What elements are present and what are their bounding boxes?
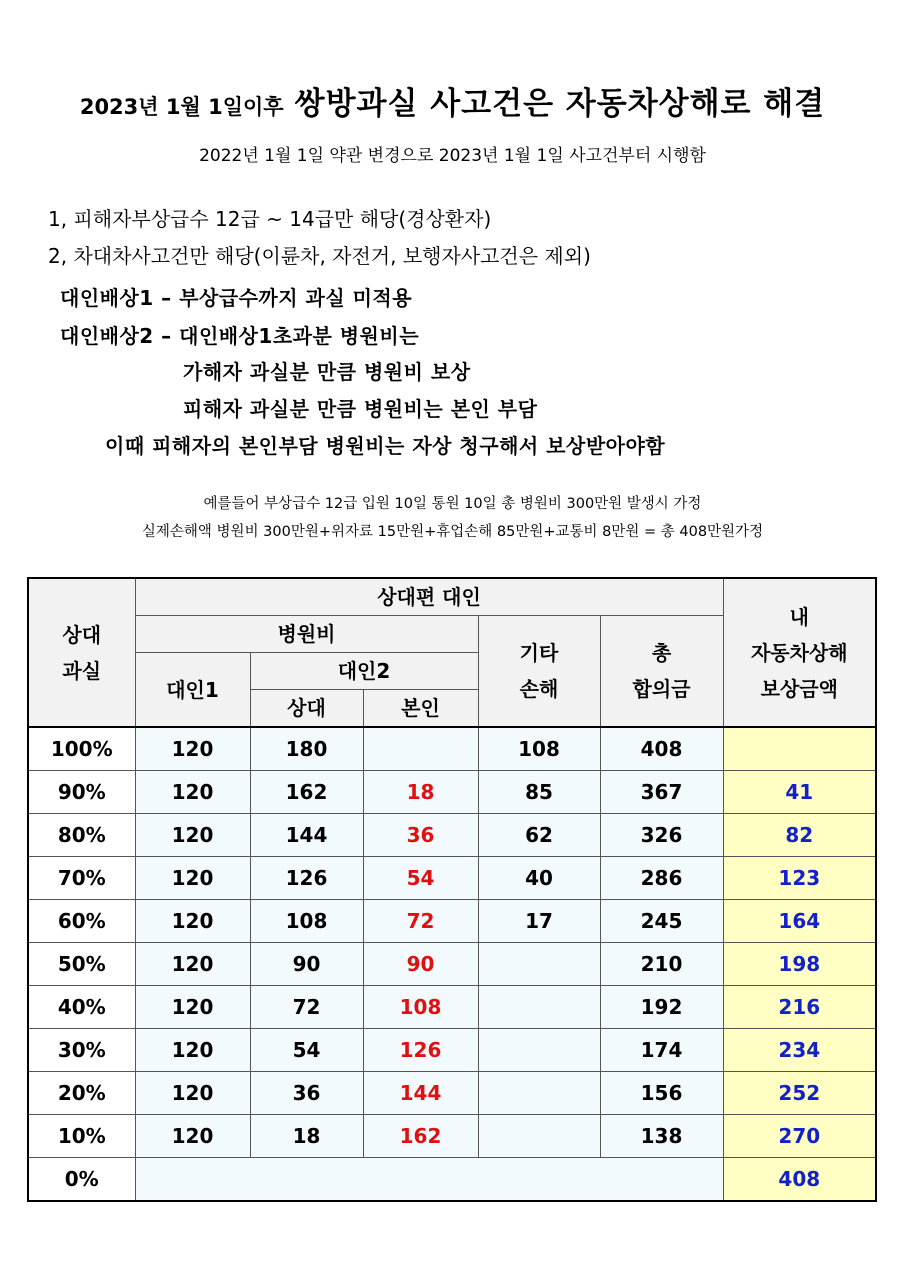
- header-opponent-fault-line2: 과실: [62, 658, 102, 683]
- total-cell: 174: [600, 1029, 723, 1072]
- self-burden-cell: 108: [363, 986, 478, 1029]
- header-self: 본인: [363, 690, 478, 728]
- self-burden-cell: 54: [363, 857, 478, 900]
- header-opponent-bodily: 상대편 대인: [135, 578, 723, 616]
- opponent-cell: 72: [250, 986, 363, 1029]
- other-loss-cell: 85: [478, 771, 600, 814]
- other-loss-cell: [478, 1115, 600, 1158]
- example-line-2: 실제손해액 병원비 300만원+위자료 15만원+휴업손해 85만원+교통비 8만원 = 총 408만원가정: [141, 524, 764, 540]
- self-burden-cell: 72: [363, 900, 478, 943]
- fault-rate-cell: 100%: [28, 727, 135, 771]
- compensation-table: [27, 577, 877, 1202]
- daein1-cell: 120: [135, 727, 250, 771]
- header-opponent-fault-line1: 상대: [62, 622, 102, 647]
- table-row: [28, 727, 876, 771]
- rule-note: 이때 피해자의 본인부담 병원비는 자상 청구해서 보상받아야함: [105, 434, 666, 458]
- my-compensation-cell: [723, 727, 876, 771]
- header-hospital: 병원비: [135, 616, 478, 653]
- header-my-compensation-line2: 자동차상해: [750, 640, 848, 665]
- table-header: [28, 578, 876, 727]
- opponent-cell: 144: [250, 814, 363, 857]
- table-row: [28, 986, 876, 1029]
- self-burden-cell: 90: [363, 943, 478, 986]
- daein1-cell: 120: [135, 814, 250, 857]
- opponent-cell: 36: [250, 1072, 363, 1115]
- total-cell: 245: [600, 900, 723, 943]
- header-daein2: 대인2: [250, 653, 478, 690]
- fault-rate-cell: 50%: [28, 943, 135, 986]
- my-compensation-cell: 270: [723, 1115, 876, 1158]
- table-row: [28, 771, 876, 814]
- opponent-cell: 54: [250, 1029, 363, 1072]
- total-cell: 408: [600, 727, 723, 771]
- other-loss-cell: [478, 943, 600, 986]
- empty-merged-cell: [135, 1158, 723, 1202]
- daein1-cell: 120: [135, 1029, 250, 1072]
- daein1-cell: 120: [135, 1115, 250, 1158]
- fault-rate-cell: 40%: [28, 986, 135, 1029]
- total-cell: 156: [600, 1072, 723, 1115]
- table-row-last: [28, 1158, 876, 1202]
- total-cell: 210: [600, 943, 723, 986]
- opponent-cell: 108: [250, 900, 363, 943]
- header-other-loss-line2: 손해: [519, 677, 559, 701]
- other-loss-cell: 17: [478, 900, 600, 943]
- condition-2: 2, 차대차사고건만 해당(이륜차, 자전거, 보행자사고건은 제외): [48, 244, 591, 268]
- header-total-line1: 총: [651, 641, 672, 665]
- my-compensation-cell: 252: [723, 1072, 876, 1115]
- total-cell: 138: [600, 1115, 723, 1158]
- header-total-settlement: [600, 616, 723, 728]
- table-row: [28, 900, 876, 943]
- self-burden-cell: 144: [363, 1072, 478, 1115]
- self-burden-cell: 18: [363, 771, 478, 814]
- my-compensation-cell: 216: [723, 986, 876, 1029]
- table-row: [28, 943, 876, 986]
- daein1-cell: 120: [135, 900, 250, 943]
- table-row: [28, 857, 876, 900]
- daein1-cell: 120: [135, 986, 250, 1029]
- total-cell: 367: [600, 771, 723, 814]
- opponent-cell: 18: [250, 1115, 363, 1158]
- condition-1: 1, 피해자부상급수 12급 ~ 14급만 해당(경상환자): [48, 207, 492, 231]
- header-total-line2: 합의금: [632, 677, 691, 701]
- self-burden-cell: 162: [363, 1115, 478, 1158]
- rule-daein2: 대인배상2 – 대인배상1초과분 병원비는: [60, 324, 420, 348]
- table-row: [28, 1072, 876, 1115]
- my-compensation-cell: 198: [723, 943, 876, 986]
- other-loss-cell: [478, 1072, 600, 1115]
- total-cell: 192: [600, 986, 723, 1029]
- daein1-cell: 120: [135, 857, 250, 900]
- other-loss-cell: 108: [478, 727, 600, 771]
- table-row: [28, 1115, 876, 1158]
- my-compensation-cell: 164: [723, 900, 876, 943]
- self-burden-cell: 126: [363, 1029, 478, 1072]
- subtitle: 2022년 1월 1일 약관 변경으로 2023년 1월 1일 사고건부터 시행함: [199, 146, 706, 166]
- header-my-compensation-line3: 보상금액: [760, 676, 838, 701]
- opponent-cell: 180: [250, 727, 363, 771]
- header-my-compensation-line1: 내: [789, 604, 809, 629]
- table-row: [28, 1029, 876, 1072]
- daein1-cell: 120: [135, 771, 250, 814]
- fault-rate-cell: 80%: [28, 814, 135, 857]
- total-cell: 286: [600, 857, 723, 900]
- example-line-1: 예를들어 부상급수 12급 입원 10일 통원 10일 총 병원비 300만원 발생시 가정: [203, 496, 702, 512]
- table-row: [28, 814, 876, 857]
- my-compensation-cell: 408: [723, 1158, 876, 1202]
- other-loss-cell: [478, 986, 600, 1029]
- other-loss-cell: 40: [478, 857, 600, 900]
- daein1-cell: 120: [135, 943, 250, 986]
- fault-rate-cell: 20%: [28, 1072, 135, 1115]
- header-daein1: 대인1: [135, 653, 250, 728]
- document-title: [0, 78, 905, 123]
- fault-rate-cell: 30%: [28, 1029, 135, 1072]
- opponent-cell: 126: [250, 857, 363, 900]
- title-main: 쌍방과실 사고건은 자동차상해로 해결: [294, 86, 826, 122]
- other-loss-cell: 62: [478, 814, 600, 857]
- daein1-cell: 120: [135, 1072, 250, 1115]
- header-my-compensation: [723, 578, 876, 727]
- my-compensation-cell: 82: [723, 814, 876, 857]
- table-body: [28, 727, 876, 1201]
- fault-rate-cell: 70%: [28, 857, 135, 900]
- opponent-cell: 162: [250, 771, 363, 814]
- fault-rate-cell: 0%: [28, 1158, 135, 1202]
- opponent-cell: 90: [250, 943, 363, 986]
- self-burden-cell: 36: [363, 814, 478, 857]
- self-burden-cell: [363, 727, 478, 771]
- fault-rate-cell: 10%: [28, 1115, 135, 1158]
- rule-daein1: 대인배상1 – 부상급수까지 과실 미적용: [60, 286, 413, 310]
- header-other-loss: [478, 616, 600, 728]
- header-other-loss-line1: 기타: [519, 641, 559, 665]
- fault-rate-cell: 90%: [28, 771, 135, 814]
- fault-rate-cell: 60%: [28, 900, 135, 943]
- my-compensation-cell: 41: [723, 771, 876, 814]
- my-compensation-cell: 123: [723, 857, 876, 900]
- my-compensation-cell: 234: [723, 1029, 876, 1072]
- header-opponent: 상대: [250, 690, 363, 728]
- rule-victim: 피해자 과실분 만큼 병원비는 본인 부담: [183, 397, 538, 421]
- total-cell: 326: [600, 814, 723, 857]
- header-opponent-fault: [28, 578, 135, 727]
- title-prefix: 2023년 1월 1일이후: [79, 95, 284, 119]
- rule-offender: 가해자 과실분 만큼 병원비 보상: [183, 360, 471, 384]
- other-loss-cell: [478, 1029, 600, 1072]
